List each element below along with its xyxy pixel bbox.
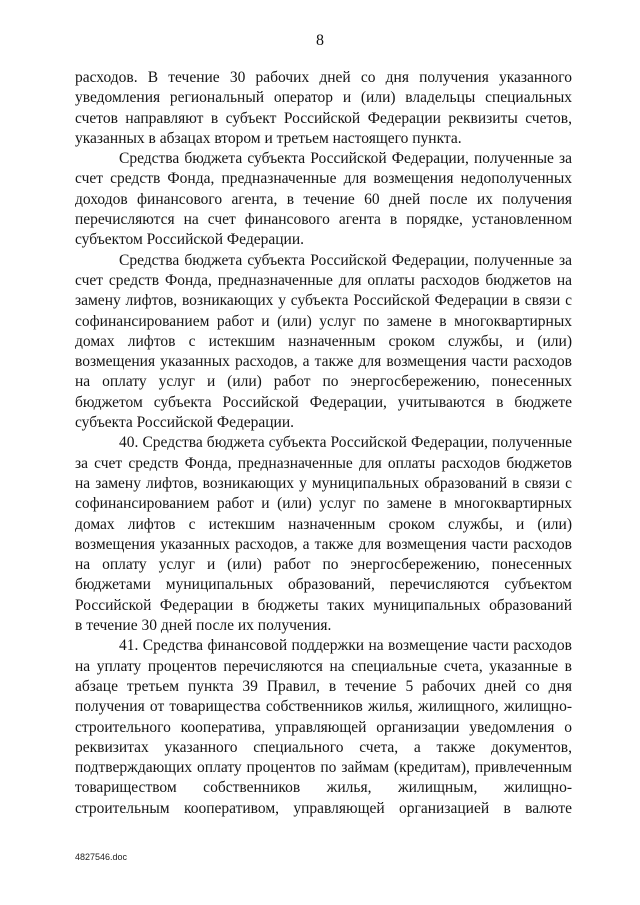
page-number: 8 bbox=[316, 32, 324, 49]
text-line: реквизитах указанного специального счета, а также документов, bbox=[75, 738, 572, 756]
text-line: счет средств Фонда, предназначенные для оплаты расходов бюджетов на bbox=[75, 271, 572, 289]
text-line: на уплату процентов перечисляются на специальные счета, указанные в bbox=[75, 657, 572, 675]
text-line: субъекта Российской Федерации. bbox=[75, 414, 294, 432]
text-line: бюджетом субъекта Российской Федерации, учитываются в бюджете bbox=[75, 393, 572, 411]
document-filename: 4827546.doc bbox=[75, 852, 128, 862]
text-line: перечисляются на счет финансового агента в порядке, установленном bbox=[75, 211, 572, 229]
text-line: строительным кооперативом, управляющей организацией в валюте bbox=[75, 799, 572, 817]
text-line: домах лифтов с истекшим назначенным сроком службы, и (или) bbox=[75, 332, 572, 350]
text-line: подтверждающих оплату процентов по займам (кредитам), привлеченным bbox=[75, 759, 572, 777]
paragraph bbox=[75, 149, 572, 250]
paragraph bbox=[75, 636, 572, 819]
text-line: товариществом собственников жилья, жилищным, жилищно- bbox=[75, 779, 572, 797]
text-line: субъектом Российской Федерации. bbox=[75, 231, 304, 249]
text-line: Средства бюджета субъекта Российской Федерации, полученные за bbox=[119, 251, 572, 269]
text-line: абзаце третьем пункта 39 Правил, в течение 5 рабочих дней со дня bbox=[75, 677, 572, 695]
text-line: домах лифтов с истекшим назначенным сроком службы, и (или) bbox=[75, 515, 572, 533]
text-line: на оплату услуг и (или) работ по энергосбережению, понесенных bbox=[75, 373, 572, 391]
text-line: бюджетами муниципальных образований, перечисляются субъектом bbox=[75, 576, 572, 594]
document-body bbox=[75, 68, 572, 819]
text-line: доходов финансового агента, в течение 60 дней после их получения bbox=[75, 190, 572, 208]
text-line: счетов направляют в субъект Российской Федерации реквизиты счетов, bbox=[75, 109, 572, 127]
text-line: возмещения указанных расходов, а также для возмещения части расходов bbox=[75, 535, 572, 553]
paragraph bbox=[75, 433, 572, 636]
text-line: получения от товарищества собственников жилья, жилищного, жилищно- bbox=[75, 698, 572, 716]
paragraph bbox=[75, 251, 572, 434]
text-line: расходов. В течение 30 рабочих дней со дня получения указанного bbox=[75, 69, 572, 86]
text-line: за счет средств Фонда, предназначенные для оплаты расходов бюджетов bbox=[75, 454, 572, 472]
text-line: 40. Средства бюджета субъекта Российской Федерации, полученные bbox=[119, 434, 572, 452]
text-line: замену лифтов, возникающих у субъекта Российской Федерации в связи с bbox=[75, 292, 572, 310]
text-line: на оплату услуг и (или) работ по энергосбережению, понесенных bbox=[75, 556, 572, 574]
text-line: возмещения указанных расходов, а также для возмещения части расходов bbox=[75, 353, 572, 371]
text-line: 41. Средства финансовой поддержки на возмещение части расходов bbox=[119, 637, 572, 655]
text-line: счет средств Фонда, предназначенные для возмещения недополученных bbox=[75, 170, 572, 188]
text-line: Российской Федерации в бюджеты таких муниципальных образований bbox=[75, 596, 572, 614]
text-line: на замену лифтов, возникающих у муниципальных образований в связи с bbox=[75, 474, 572, 492]
text-line: указанных в абзацах втором и третьем настоящего пункта. bbox=[75, 129, 462, 147]
paragraph bbox=[75, 68, 572, 149]
text-line: в течение 30 дней после их получения. bbox=[75, 617, 332, 635]
text-line: Средства бюджета субъекта Российской Федерации, полученные за bbox=[119, 150, 572, 168]
text-line: строительного кооператива, управляющей организации уведомления о bbox=[75, 718, 572, 736]
text-line: уведомления региональный оператор и (или) владельцы специальных bbox=[75, 89, 572, 107]
text-line: софинансированием работ и (или) услуг по замене в многоквартирных bbox=[75, 495, 572, 513]
text-line: софинансированием работ и (или) услуг по замене в многоквартирных bbox=[75, 312, 572, 330]
